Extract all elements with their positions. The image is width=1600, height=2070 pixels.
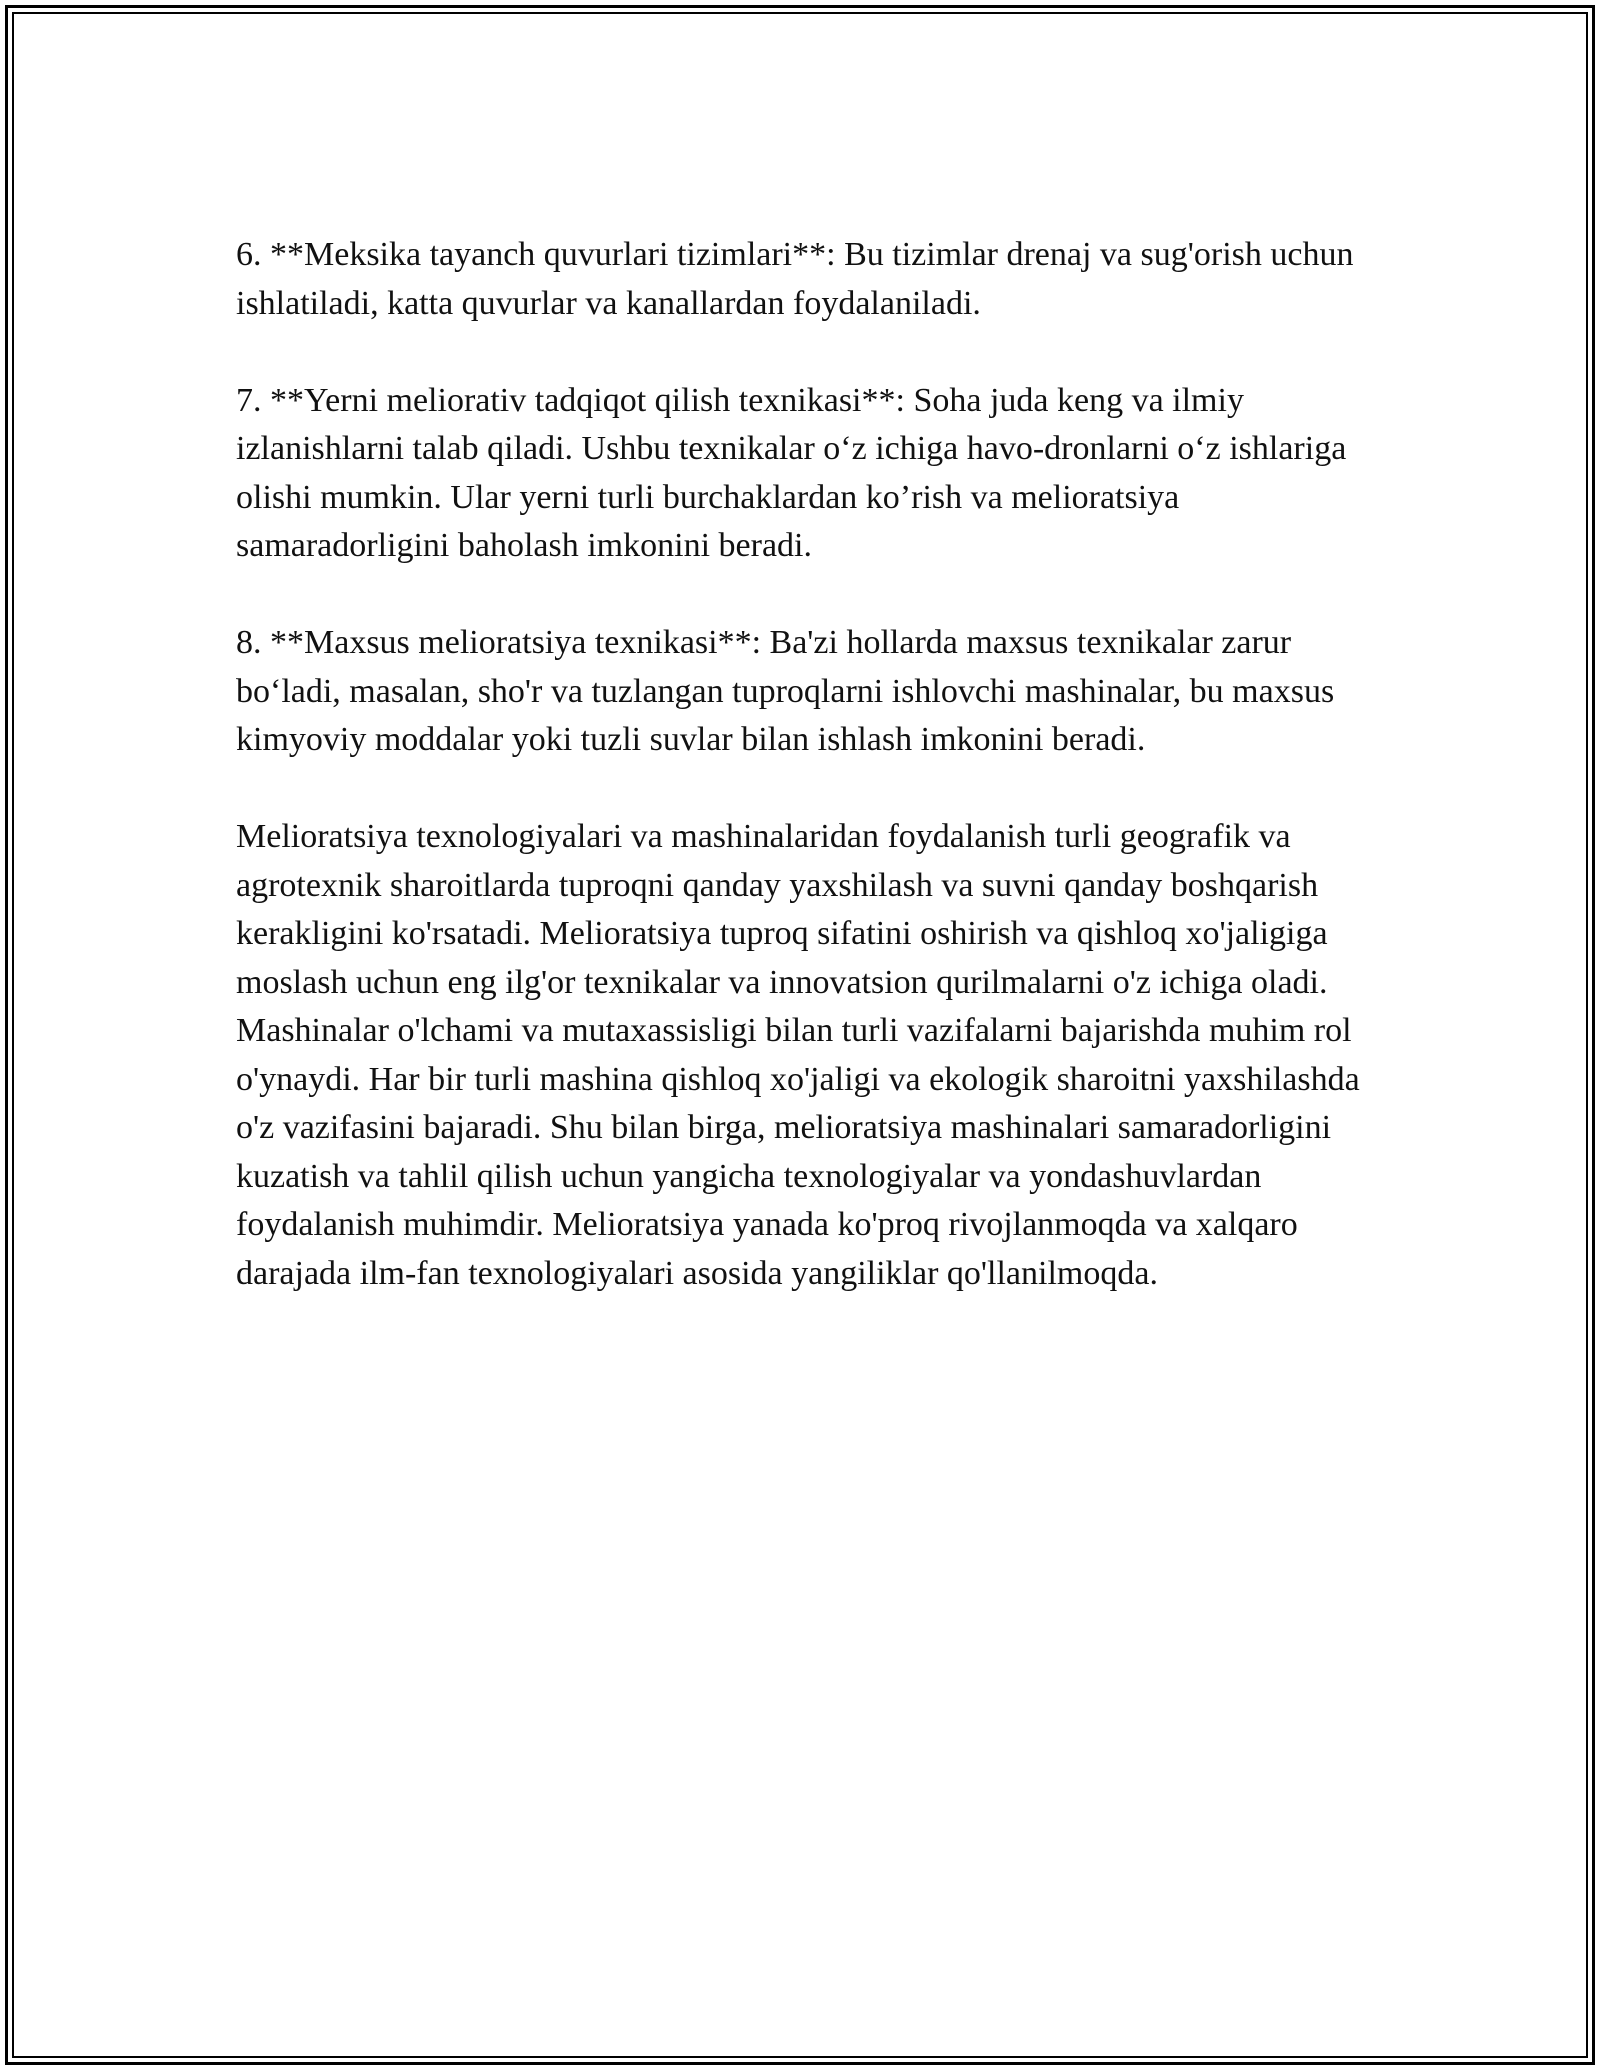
paragraph-item-6: 6. **Meksika tayanch quvurlari tizimlari**: Bu tizimlar drenaj va sug'orish uchun ishlatiladi, katta quvurlar va kanallardan foydalaniladi. [236, 236, 1354, 322]
document-body [236, 231, 1376, 1347]
paragraph-item-8: 8. **Maxsus melioratsiya texnikasi**: Ba'zi hollarda maxsus texnikalar zarur bo‘ladi, masalan, sho'r va tuzlangan tuproqlarni ishlovchi mashinalar, bu maxsus kimyoviy moddalar yoki tuzli suvlar bilan ishlash imkonini beradi. [236, 624, 1335, 758]
paragraph-item-7: 7. **Yerni meliorativ tadqiqot qilish texnikasi**: Soha juda keng va ilmiy izlanishlarni talab qiladi. Ushbu texnikalar o‘z ichiga havo-dronlarni o‘z ishlariga olishi mumkin. Ular yerni turli burchaklardan ko’rish va melioratsiya samaradorligini baholash imkonini beradi. [236, 381, 1347, 564]
paragraph-summary: Melioratsiya texnologiyalari va mashinalaridan foydalanish turli geografik va agrotexnik sharoitlarda tuproqni qanday yaxshilash va suvni qanday boshqarish kerakligini ko'rsatadi. Melioratsiya tuproq sifatini oshirish va qishloq xo'jaligiga moslash uchun eng ilg'or texnikalar va innovatsion qurilmalarni o'z ichiga oladi. Mashinalar o'lchami va mutaxassisligi bilan turli vazifalarni bajarishda muhim rol o'ynaydi. Har bir turli mashina qishloq xo'jaligi va ekologik sharoitni yaxshilashda o'z vazifasini bajaradi. Shu bilan birga, melioratsiya mashinalari samaradorligini kuzatish va tahlil qilish uchun yangicha texnologiyalar va yondashuvlardan foydalanish muhimdir. Melioratsiya yanada ko'proq rivojlanmoqda va xalqaro darajada ilm-fan texnologiyalari asosida yangiliklar qo'llanilmoqda. [236, 818, 1360, 1292]
